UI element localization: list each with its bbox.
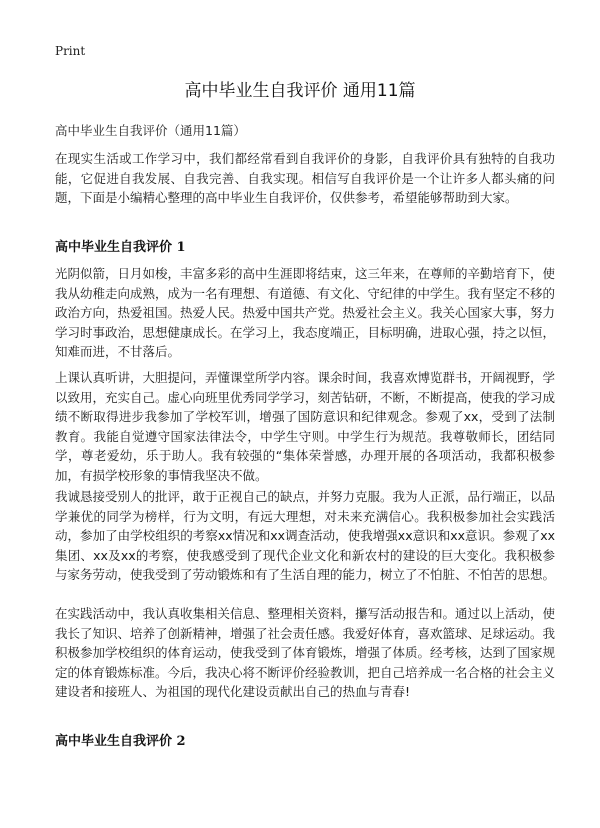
section1-paragraph-2: 上课认真听讲，大胆提问，弄懂课堂所学内容。课余时间，我喜欢博览群书，开阔视野，学以致用，充实自己。虚心向班里优秀同学学习，刻苦钻研，不断，不断提高，使我的学习成绩不断取得进步我参加了学校军训，增强了国防意识和纪律观念。参观了xx，受到了法制教育。我能自觉遵守国家法律法令，中学生守则。中学生行为规范。我尊敬师长，团结同学，尊老爱幼，乐于助人。我有较强的“集体荣誉感，办理开展的各项活动，我都积极参加，有损学校形象的事情我坚决不做。 [55, 370, 556, 483]
print-label: Print [55, 44, 86, 58]
section1-paragraph-1: 光阴似箭，日月如梭，丰富多彩的高中生涯即将结束，这三年来，在尊师的辛勤培育下，使我从幼稚走向成熟，成为一名有理想、有道德、有文化、守纪律的中学生。我有坚定不移的政治方向，热爱祖国。热爱人民。热爱中国共产党。热爱社会主义。我关心国家大事，努力学习时事政治，思想健康成长。在学习上，我态度端正，目标明确，进取心强，持之以恒，知难而进，不甘落后。 [55, 266, 556, 359]
section-heading-2: 高中毕业生自我评价 2 [55, 734, 186, 749]
document-title: 高中毕业生自我评价 通用11篇 [184, 81, 416, 101]
section1-paragraph-4: 在实践活动中，我认真收集相关信息、整理相关资料，攥写活动报告和。通过以上活动，使我长了知识、培养了创新精神，增强了社会责任感。我爱好体育，喜欢篮球、足球运动。我积极参加学校组织的体育运动，使我受到了体育锻炼，增强了体质。经考核，达到了国家规定的体育锻炼标准。今后，我决心将不断评价经验教训，把自己培养成一名合格的社会主义建设者和接班人、为祖国的现代化建设贡献出自己的热血与青春! [55, 606, 556, 699]
section1-paragraph-3: 我诚恳接受别人的批评，敢于正视自己的缺点，并努力克服。我为人正派，品行端正，以品学兼优的同学为榜样，行为文明，有远大理想，对未来充满信心。我积极参加社会实践活动，参加了由学校组织的考察xx情况和xx调查活动，使我增强xx意识和xx意识。参观了xx集团、xx及xx的考察，使我感受到了现代企业文化和新农村的建设的巨大变化。我积极参与家务劳动，使我受到了劳动锻炼和有了生活自理的能力，树立了不怕脏、不怕苦的思想。 [55, 489, 556, 582]
document-subtitle: 高中毕业生自我评价（通用11篇） [55, 123, 246, 138]
intro-paragraph: 在现实生活或工作学习中，我们都经常看到自我评价的身影，自我评价具有独特的自我功能，它促进自我发展、自我完善、自我实现。相信写自我评价是一个让许多人都头痛的问题，下面是小编精心整理的高中毕业生自我评价，仅供参考，希望能够帮助到大家。 [55, 151, 555, 205]
section-heading-1: 高中毕业生自我评价 1 [55, 240, 186, 255]
